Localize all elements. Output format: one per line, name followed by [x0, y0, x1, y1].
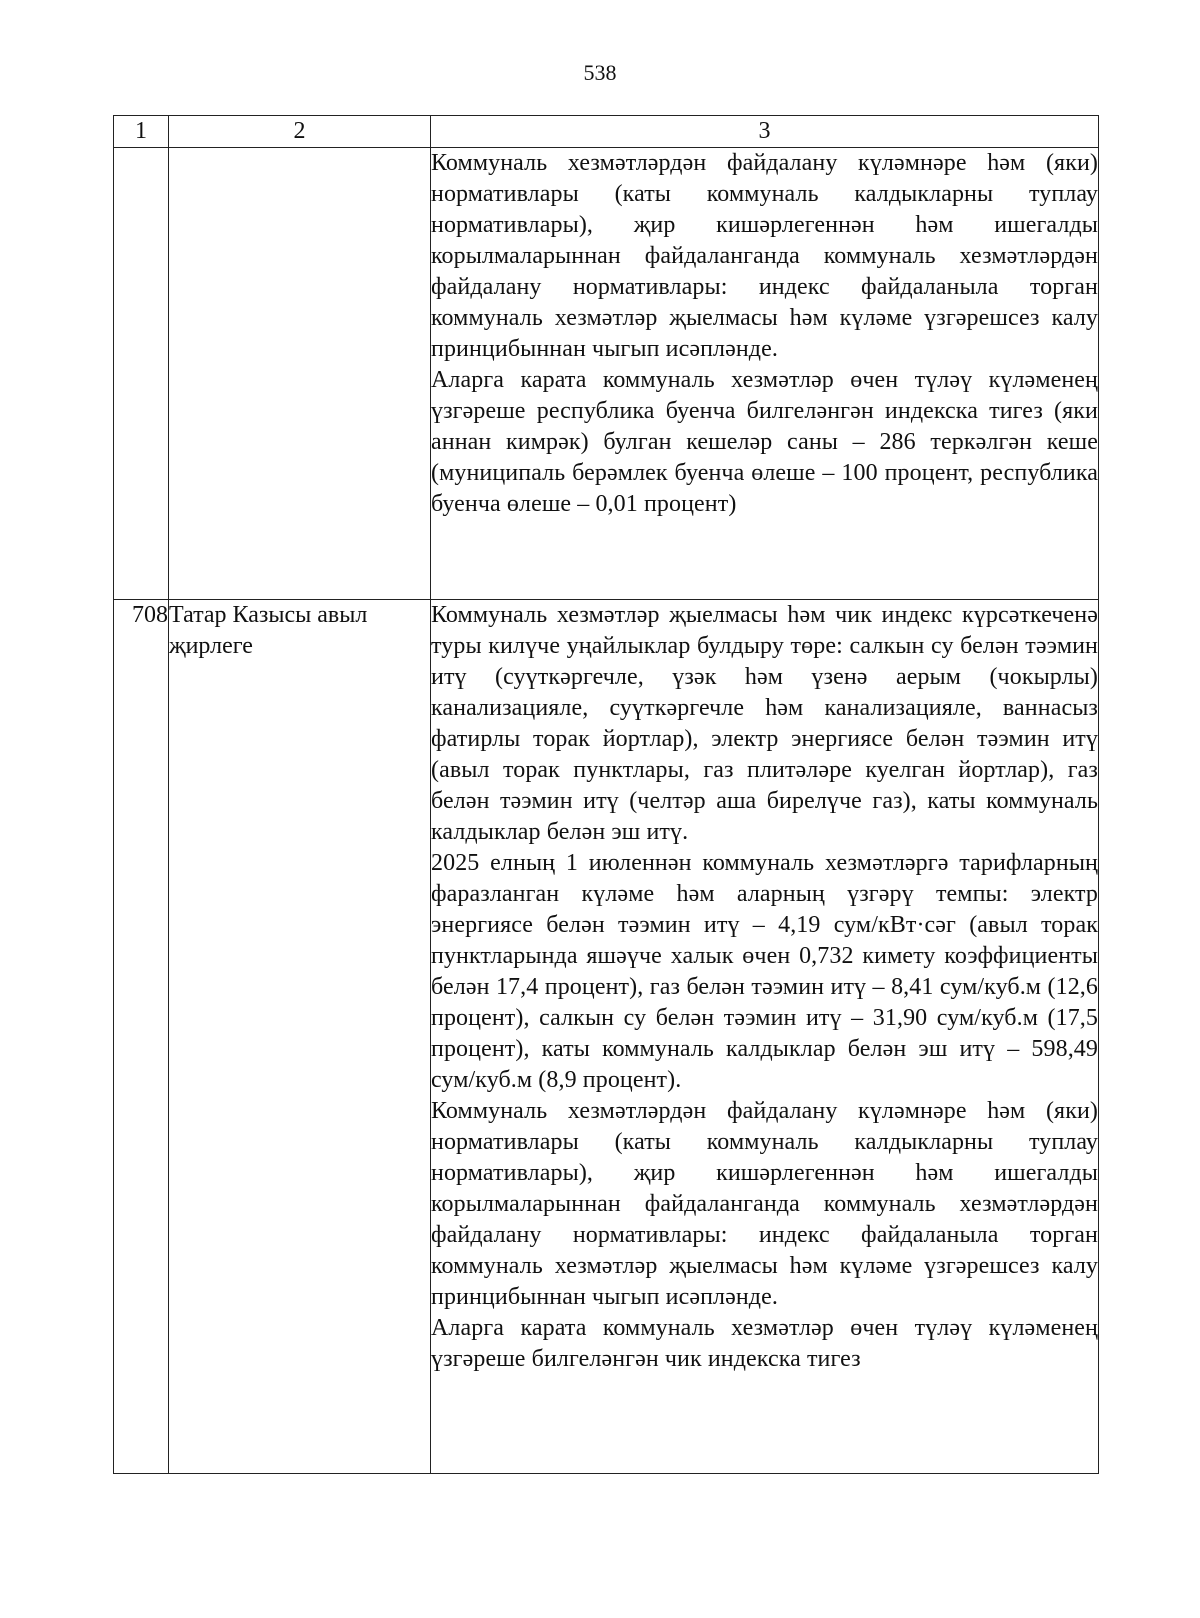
description-cell [431, 148, 1099, 600]
settlement-name-cell [169, 148, 431, 600]
paragraph: Коммуналь хезмәтләрдән файдалану күләмнәре һәм (яки) нормативлары (каты коммуналь калдыкларны туплау нормативлары), җир кишәрлегеннән һәм ишегалды корылмаларыннан файдаланганда коммуналь хезмәтләрдән файдалану нормативлары: индекс файдаланыла торган коммуналь хезмәтләр җыелмасы һәм күләме үзгәрешсез калу принцибыннан чыгып исәпләнде. [431, 150, 1098, 362]
table-row [114, 600, 1099, 1474]
row-number-cell: 708 [114, 600, 169, 1474]
column-header-2: 2 [169, 116, 431, 148]
column-header-1: 1 [114, 116, 169, 148]
paragraph: Аларга карата коммуналь хезмәтләр өчен түләү күләменең үзгәреше билгеләнгән чик индекска тигез [431, 1315, 1098, 1372]
page-number: 538 [583, 60, 617, 85]
settlement-name-cell: Татар Казысы авыл җирлеге [169, 600, 431, 1474]
paragraph: Коммуналь хезмәтләр җыелмасы һәм чик индекс күрсәткеченә туры килүче уңайлыклар булдыру төре: салкын су белән тәэмин итү (суүткәргечле, үзәк һәм үзенә аерым (чокырлы) канализацияле, суүткәргечле һәм канализацияле, ваннасыз фатирлы торак йортлар), электр энергиясе белән тәэмин итү (авыл торак пунктлары, газ плитәләре куелган йортлар), газ белән тәэмин итү (челтәр аша бирелүче газ), каты коммуналь калдыклар белән эш итү. [431, 602, 1098, 845]
description-cell [431, 600, 1099, 1474]
paragraph: Коммуналь хезмәтләрдән файдалану күләмнәре һәм (яки) нормативлары (каты коммуналь калдыкларны туплау нормативлары), җир кишәрлегеннән һәм ишегалды корылмаларыннан файдаланганда коммуналь хезмәтләрдән файдалану нормативлары: индекс файдаланыла торган коммуналь хезмәтләр җыелмасы һәм күләме үзгәрешсез калу принцибыннан чыгып исәпләнде. [431, 1098, 1098, 1310]
column-header-3: 3 [431, 116, 1099, 148]
row-number-cell [114, 148, 169, 600]
table-header-row [114, 116, 1099, 148]
table-row [114, 148, 1099, 600]
paragraph: 2025 елның 1 июленнән коммуналь хезмәтләргә тарифларның фаразланган күләме һәм аларның үзгәрү темпы: электр энергиясе белән тәэмин итү – 4,19 сум/кВт·сәг (авыл торак пунктларында яшәүче халык өчен 0,732 кимету коэффициенты белән 17,4 процент), газ белән тәэмин итү – 8,41 сум/куб.м (12,6 процент), салкын су белән тәэмин итү – 31,90 сум/куб.м (17,5 процент), каты коммуналь калдыклар белән эш итү – 598,49 сум/куб.м (8,9 процент). [431, 850, 1098, 1093]
data-table [113, 115, 1099, 1474]
paragraph: Аларга карата коммуналь хезмәтләр өчен түләү күләменең үзгәреше республика буенча билгеләнгән индекска тигез (яки аннан кимрәк) булган кешеләр саны – 286 теркәлгән кеше (муниципаль берәмлек буенча өлеше – 100 процент, республика буенча өлеше – 0,01 процент) [431, 367, 1098, 517]
